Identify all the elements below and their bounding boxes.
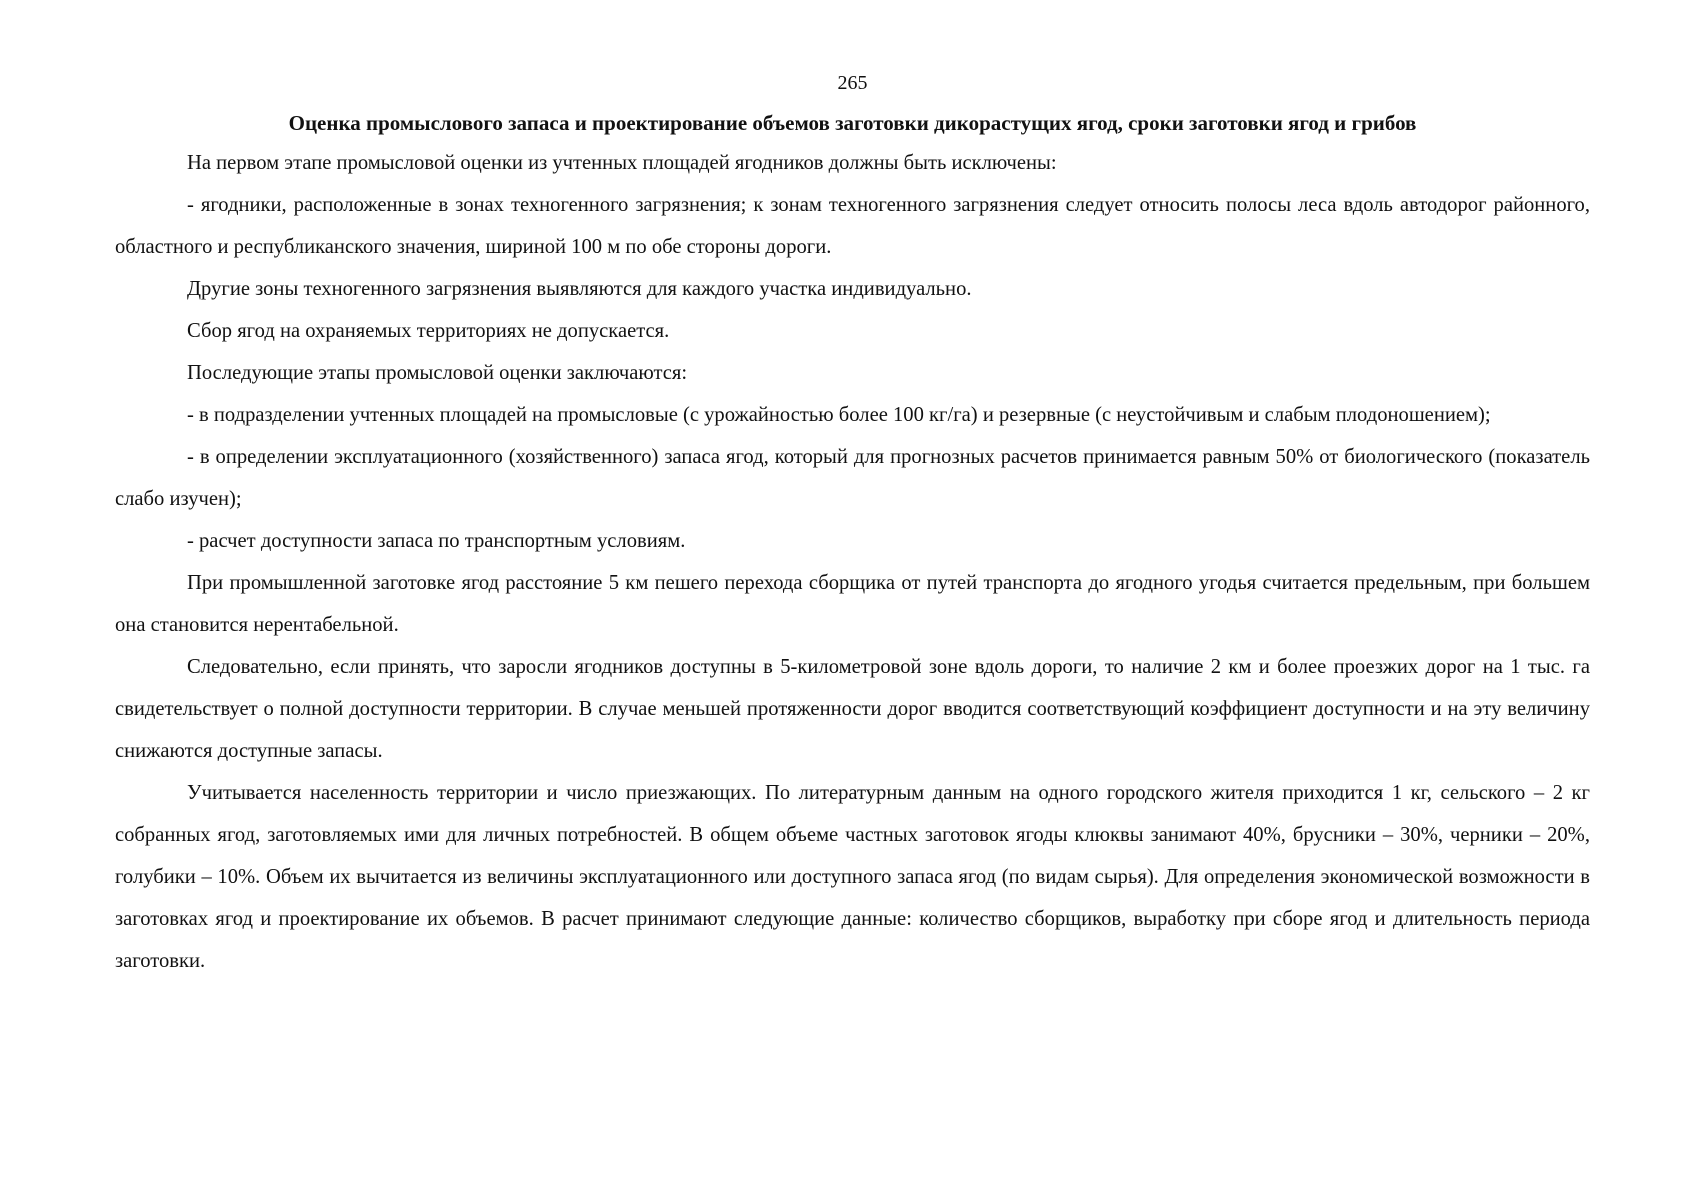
paragraph-1: На первом этапе промысловой оценки из учтенных площадей ягодников должны быть исключены: — [187, 152, 1057, 174]
document-page — [115, 68, 1590, 982]
paragraph-11: Учитывается населенность территории и число приезжающих. По литературным данным на одного городского жителя приходится 1 кг, сельского – 2 кг собранных ягод, заготовляемых ими для личных потребностей. В общем объеме частных заготовок ягоды клюквы занимают 40%, брусники – 30%, черники – 20%, голубики – 10%. Объем их вычитается из величины эксплуатационного или доступного запаса ягод (по видам сырья). Для определения экономической возможности в заготовках ягод и проектирование их объемов. В расчет принимают следующие данные: количество сборщиков, выработку при сборе ягод и длительность периода заготовки. — [115, 782, 1590, 972]
paragraph-3: Другие зоны техногенного загрязнения выявляются для каждого участка индивидуально. — [187, 278, 972, 300]
paragraph-4: Сбор ягод на охраняемых территориях не допускается. — [187, 320, 670, 342]
paragraph-6: - в подразделении учтенных площадей на промысловые (с урожайностью более 100 кг/га) и резервные (с неустойчивым и слабым плодоношением); — [187, 404, 1491, 426]
page-number: 265 — [837, 72, 868, 94]
paragraph-10: Следовательно, если принять, что заросли ягодников доступны в 5-километровой зоне вдоль дороги, то наличие 2 км и более проезжих дорог на 1 тыс. га свидетельствует о полной доступности территории. В случае меньшей протяженности дорог вводится соответствующий коэффициент доступности и на эту величину снижаются доступные запасы. — [115, 656, 1590, 762]
paragraph-7: - в определении эксплуатационного (хозяйственного) запаса ягод, который для прогнозных расчетов принимается равным 50% от биологического (показатель слабо изучен); — [115, 446, 1590, 510]
paragraph-9: При промышленной заготовке ягод расстояние 5 км пешего перехода сборщика от путей транспорта до ягодного угодья считается предельным, при большем она становится нерентабельной. — [115, 572, 1590, 636]
paragraph-5: Последующие этапы промысловой оценки заключаются: — [187, 362, 688, 384]
paragraph-2: - ягодники, расположенные в зонах техногенного загрязнения; к зонам техногенного загрязнения следует относить полосы леса вдоль автодорог районного, областного и республиканского значения, шириной 100 м по обе стороны дороги. — [115, 194, 1590, 258]
paragraph-8: - расчет доступности запаса по транспортным условиям. — [187, 530, 686, 552]
section-title: Оценка промыслового запаса и проектирование объемов заготовки дикорастущих ягод, сроки заготовки ягод и грибов — [288, 111, 1417, 135]
